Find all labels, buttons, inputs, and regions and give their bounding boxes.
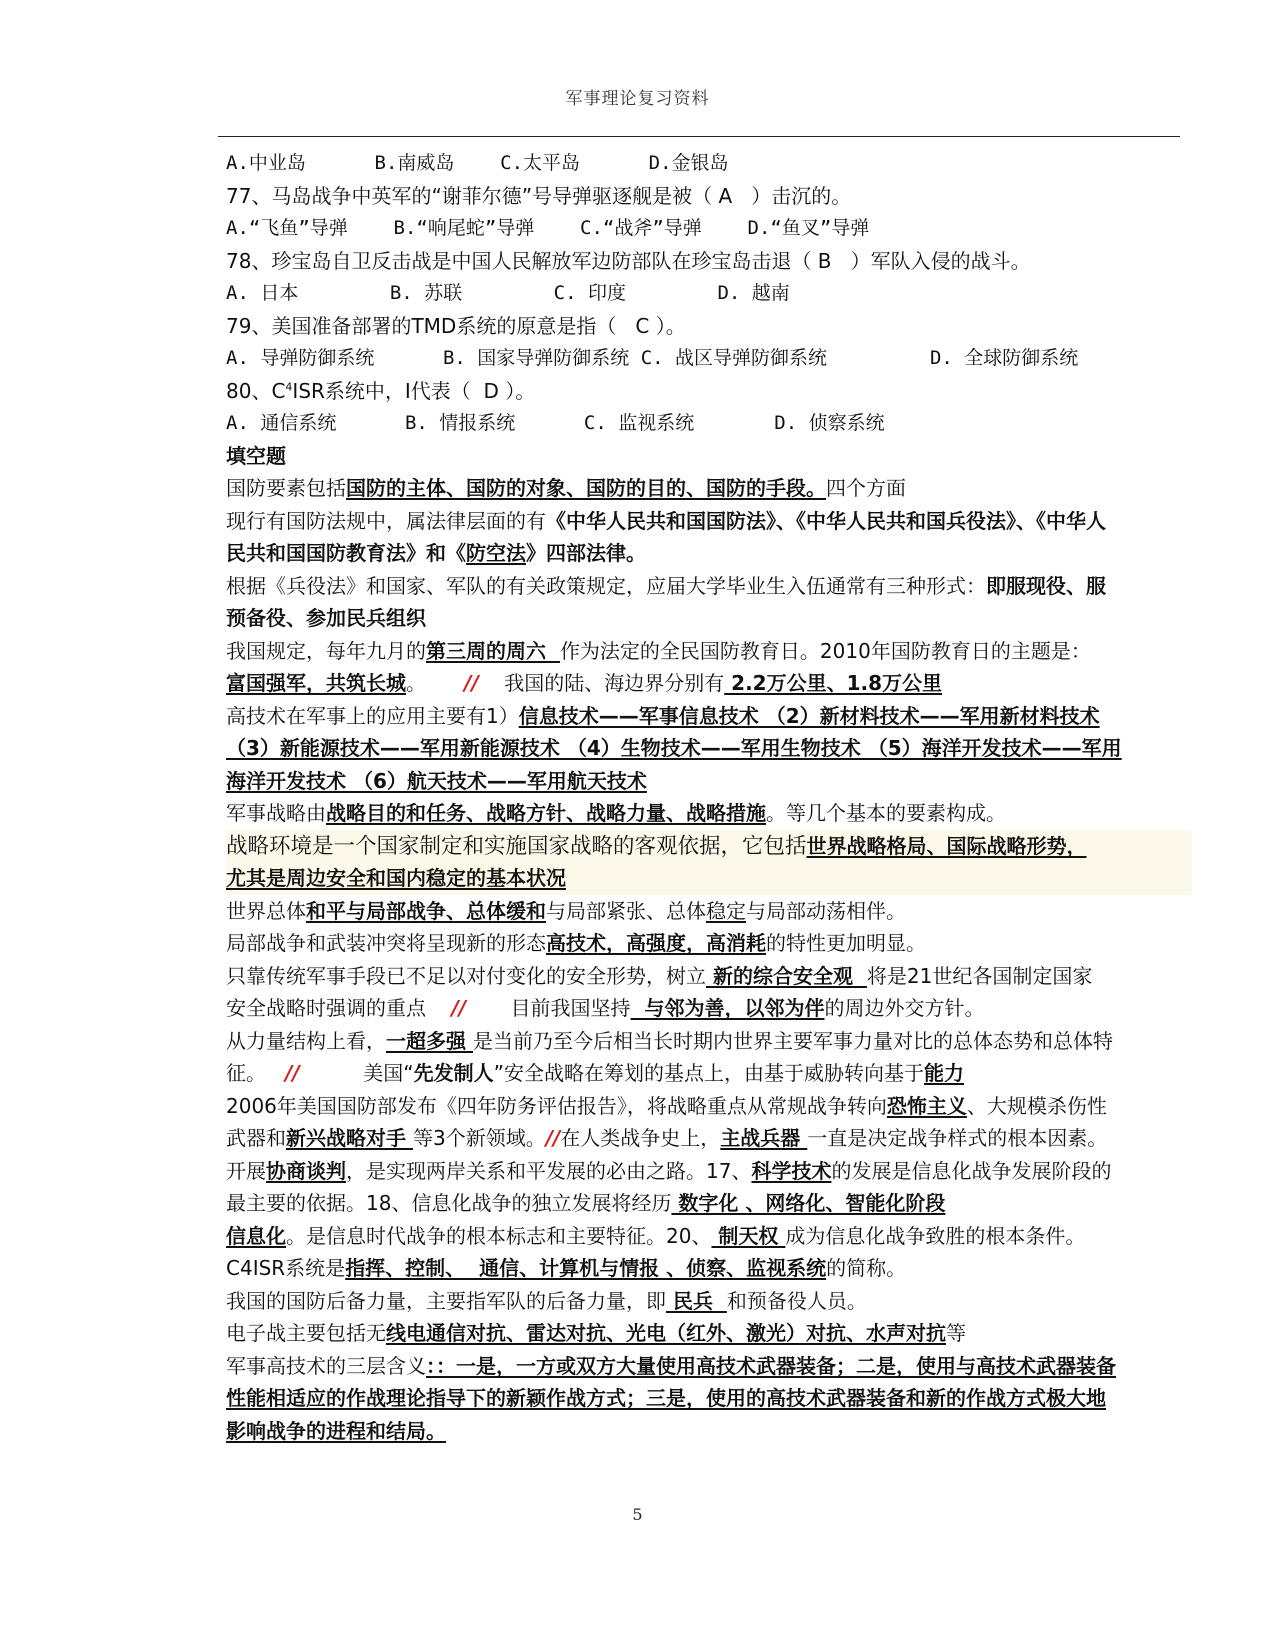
text: 成为信息化战争致胜的根本条件。 (785, 1223, 1086, 1248)
text: 的发展是信息化战争发展阶段的 (831, 1158, 1112, 1183)
text: 四个方面 (826, 476, 906, 500)
text: 局部战争和武装冲突将呈现新的形态 (226, 931, 546, 955)
answer: 国防的主体、国防的对象、国防的目的、国防的手段。 (346, 476, 826, 500)
text: 征。 (226, 1061, 266, 1085)
q78-options: A. 日本 B. 苏联 C. 印度 D. 越南 (226, 282, 790, 304)
answer: 》四部法律。 (526, 541, 646, 565)
fill-item-18-cont1: 性能相适应的作战理论指导下的新颖作战方式；三是，使用的高技术武器装备和新的作战方式极大地 (226, 1386, 1106, 1410)
question-78: 78、珍宝岛自卫反击战是中国人民解放军边防部队在珍宝岛击退（ B ）军队入侵的战斗。 (226, 248, 1031, 273)
text: ”安全战略在筹划的基点上，由基于威胁转向基于 (493, 1061, 925, 1085)
answer: 民兵 (666, 1288, 727, 1313)
answer: 《中华人民共和国国防法》、《中华人民共和国兵役法》、《中华人 (546, 508, 1106, 533)
answer: 先发制人 (413, 1061, 494, 1085)
page-header-title: 军事理论复习资料 (565, 89, 710, 109)
answer: 信息化 (226, 1223, 286, 1248)
fill-item-14 (226, 1220, 1192, 1253)
fill-blank-heading: 填空题 (226, 443, 286, 468)
fill-item-11 (226, 1025, 1192, 1058)
q79-options: A. 导弹防御系统 B. 国家导弹防御系统 C. 战区导弹防御系统 D. 全球防御系统 (226, 347, 1079, 369)
q80-options: A. 通信系统 B. 情报系统 C. 监视系统 D. 侦察系统 (226, 412, 885, 434)
answer: 民共和国国防教育法》和《 (226, 541, 466, 565)
fill-item-11-cont (226, 1057, 1192, 1090)
text: 作为法定的全民国防教育日。2010年国防教育日的主题是： (559, 638, 1091, 663)
fill-item-10 (226, 960, 1192, 993)
fill-item-5 (226, 700, 1192, 733)
q80-superscript: 4 (285, 379, 293, 393)
q80-text-b: ISR系统中，I代表（ D ）。 (292, 378, 536, 403)
text: 从力量结构上看， (226, 1028, 386, 1053)
header-divider (218, 136, 1180, 137)
text: 我国的陆、海边界分别有 (504, 671, 725, 695)
fill-item-13-cont (226, 1187, 1192, 1220)
fill-item-6 (226, 797, 1192, 830)
answer: 数字化 、网络化、智能化阶段 (671, 1191, 946, 1215)
answer: 主战兵器 (720, 1126, 808, 1150)
fill-item-3 (226, 570, 1192, 603)
fill-item-7 (226, 830, 1192, 863)
text: 美国“ (363, 1061, 414, 1085)
text: 电子战主要包括无 (226, 1321, 386, 1345)
text: 开展 (226, 1158, 266, 1183)
question-77: 77、马岛战争中英军的“谢菲尔德”号导弹驱逐舰是被（ A ）击沉的。 (226, 183, 852, 208)
answer: 第三周的周六 (426, 638, 560, 663)
answer: 富国强军，共筑长城 (226, 671, 406, 695)
q77-options: A.“飞鱼”导弹 B.“响尾蛇”导弹 C.“战斧”导弹 D.“鱼叉”导弹 (226, 217, 870, 239)
fill-item-4-cont (226, 667, 1192, 700)
text: 与局部动荡相伴。 (746, 898, 906, 923)
text: 和预备役人员。 (726, 1288, 867, 1313)
text: 2006年美国国防部发布《四年防务评估报告》，将战略重点从常规战争转向 (226, 1093, 887, 1118)
answer: 一超多强 (386, 1028, 473, 1053)
fill-item-4 (226, 635, 1192, 668)
separator-mark: // (285, 1061, 300, 1085)
answer: 制天权 (711, 1223, 786, 1248)
answer: 与邻为善，以邻为伴 (630, 996, 825, 1020)
separator-mark: // (464, 671, 479, 695)
fill-item-7-cont: 尤其是周边安全和国内稳定的基本状况 (226, 862, 1192, 895)
separator-mark: // (451, 996, 467, 1020)
text: 目前我国坚持 (510, 996, 631, 1020)
text: 现行有国防法规中，属法律层面的有 (226, 508, 546, 533)
question-80 (226, 375, 1192, 408)
answer-underlined: 稳定 (706, 898, 746, 923)
answer: 战略目的和任务、战略方针、战略力量、战略措施 (326, 801, 766, 825)
q80-text-a: 80、C (226, 378, 286, 403)
text: 根据《兵役法》和国家、军队的有关政策规定，应届大学毕业生入伍通常有三种形式： (226, 573, 986, 598)
text: 武器和 (226, 1126, 286, 1150)
answer: 新兴战略对手 (286, 1126, 413, 1150)
answer: 科学技术 (751, 1158, 832, 1183)
question-79: 79、美国准备部署的TMD系统的原意是指（ C ）。 (226, 313, 686, 338)
text: 军事战略由 (226, 801, 326, 825)
text: 最主要的依据。18、信息化战争的独立发展将经历 (226, 1191, 672, 1215)
answer: 世界战略格局、国际战略形势， (806, 833, 1087, 858)
text: 一直是决定战争样式的根本因素。 (807, 1126, 1108, 1150)
text: 的周边外交方针。 (824, 996, 985, 1020)
fill-item-3-cont: 预备役、参加民兵组织 (226, 606, 426, 630)
answer: 恐怖主义 (886, 1093, 967, 1118)
answer: 指挥、控制、 通信、计算机与情报 、侦察、监视系统 (345, 1256, 827, 1280)
answer: 能力 (924, 1061, 965, 1085)
text: C4ISR系统是 (226, 1256, 346, 1280)
fill-item-17 (226, 1317, 1192, 1350)
text: 国防要素包括 (226, 476, 346, 500)
fill-item-5-cont1: （3）新能源技术——军用新能源技术 （4）生物技术——军用生物技术 （5）海洋开发技术——军用 (226, 736, 1122, 760)
answer: 即服现役、服 (986, 573, 1106, 598)
text: 是当前乃至今后相当长时期内世界主要军事力量对比的总体态势和总体特 (472, 1028, 1113, 1053)
page-number: 5 (632, 1505, 643, 1524)
text: 高技术在军事上的应用主要有 (226, 703, 486, 728)
answer: 信息技术——军事信息技术 （2）新材料技术——军用新材料技术 (518, 703, 1100, 728)
fill-item-18 (226, 1350, 1192, 1383)
answer: 新的综合安全观 (706, 963, 867, 988)
fill-item-1 (226, 472, 1192, 505)
text: 与局部紧张、总体 (546, 898, 706, 923)
text: ，是实现两岸关系和平发展的必由之路。17、 (346, 1158, 752, 1183)
answer: 高技术，高强度，高消耗 (546, 931, 766, 955)
text: 只靠传统军事手段已不足以对付变化的安全形势，树立 (226, 963, 706, 988)
answer: 2.2万公里、1.8万公里 (724, 671, 943, 695)
text: 。 (406, 671, 426, 695)
answer: 线电通信对抗、雷达对抗、光电（红外、激光）对抗、水声对抗 (386, 1321, 946, 1345)
fill-item-5-cont2: 海洋开发技术 （6）航天技术——军用航天技术 (226, 768, 647, 793)
text: 1） (486, 703, 519, 728)
fill-item-2 (226, 505, 1192, 538)
text: 、大规模杀伤性 (966, 1093, 1107, 1118)
text: 我国的国防后备力量，主要指军队的后备力量，即 (226, 1288, 666, 1313)
text: 将是21世纪各国制定国家 (866, 963, 1093, 988)
text: 世界总体 (226, 898, 306, 923)
answer: 协商谈判 (266, 1158, 346, 1183)
text: 军事高技术的三层含义 (226, 1353, 426, 1378)
fill-item-8 (226, 895, 1192, 928)
answer: 和平与局部战争、总体缓和 (306, 898, 546, 923)
answer-underlined: 防空法 (466, 541, 526, 565)
answer: ：：一是，一方或双方大量使用高技术武器装备；二是，使用与高技术武器装备 (426, 1353, 1116, 1378)
text: 在人类战争史上， (560, 1126, 721, 1150)
text: 我国规定，每年九月的 (226, 638, 426, 663)
fill-item-15 (226, 1252, 1192, 1285)
fill-item-12-cont (226, 1122, 1192, 1155)
q76-options: A.中业岛 B.南威岛 C.太平岛 D.金银岛 (226, 152, 729, 174)
fill-item-2-cont (226, 537, 1192, 570)
separator-mark: // (545, 1126, 561, 1150)
fill-item-10-cont (226, 992, 1192, 1025)
document-body (226, 147, 1192, 1447)
text: 等3个新领域。 (412, 1126, 546, 1150)
text: 的简称。 (826, 1256, 907, 1280)
text: 安全战略时强调的重点 (226, 996, 426, 1020)
text: 等 (946, 1321, 966, 1345)
fill-item-12 (226, 1090, 1192, 1123)
text: 。等几个基本的要素构成。 (766, 801, 1006, 825)
fill-item-9 (226, 927, 1192, 960)
fill-item-18-cont2: 影响战争的进程和结局。 (226, 1418, 446, 1443)
text: 。是信息时代战争的根本标志和主要特征。20、 (286, 1223, 712, 1248)
fill-item-16 (226, 1285, 1192, 1318)
fill-item-13 (226, 1155, 1192, 1188)
text: 的特性更加明显。 (766, 931, 926, 955)
text: 战略环境是一个国家制定和实施国家战略的客观依据，它包括 (226, 833, 807, 859)
